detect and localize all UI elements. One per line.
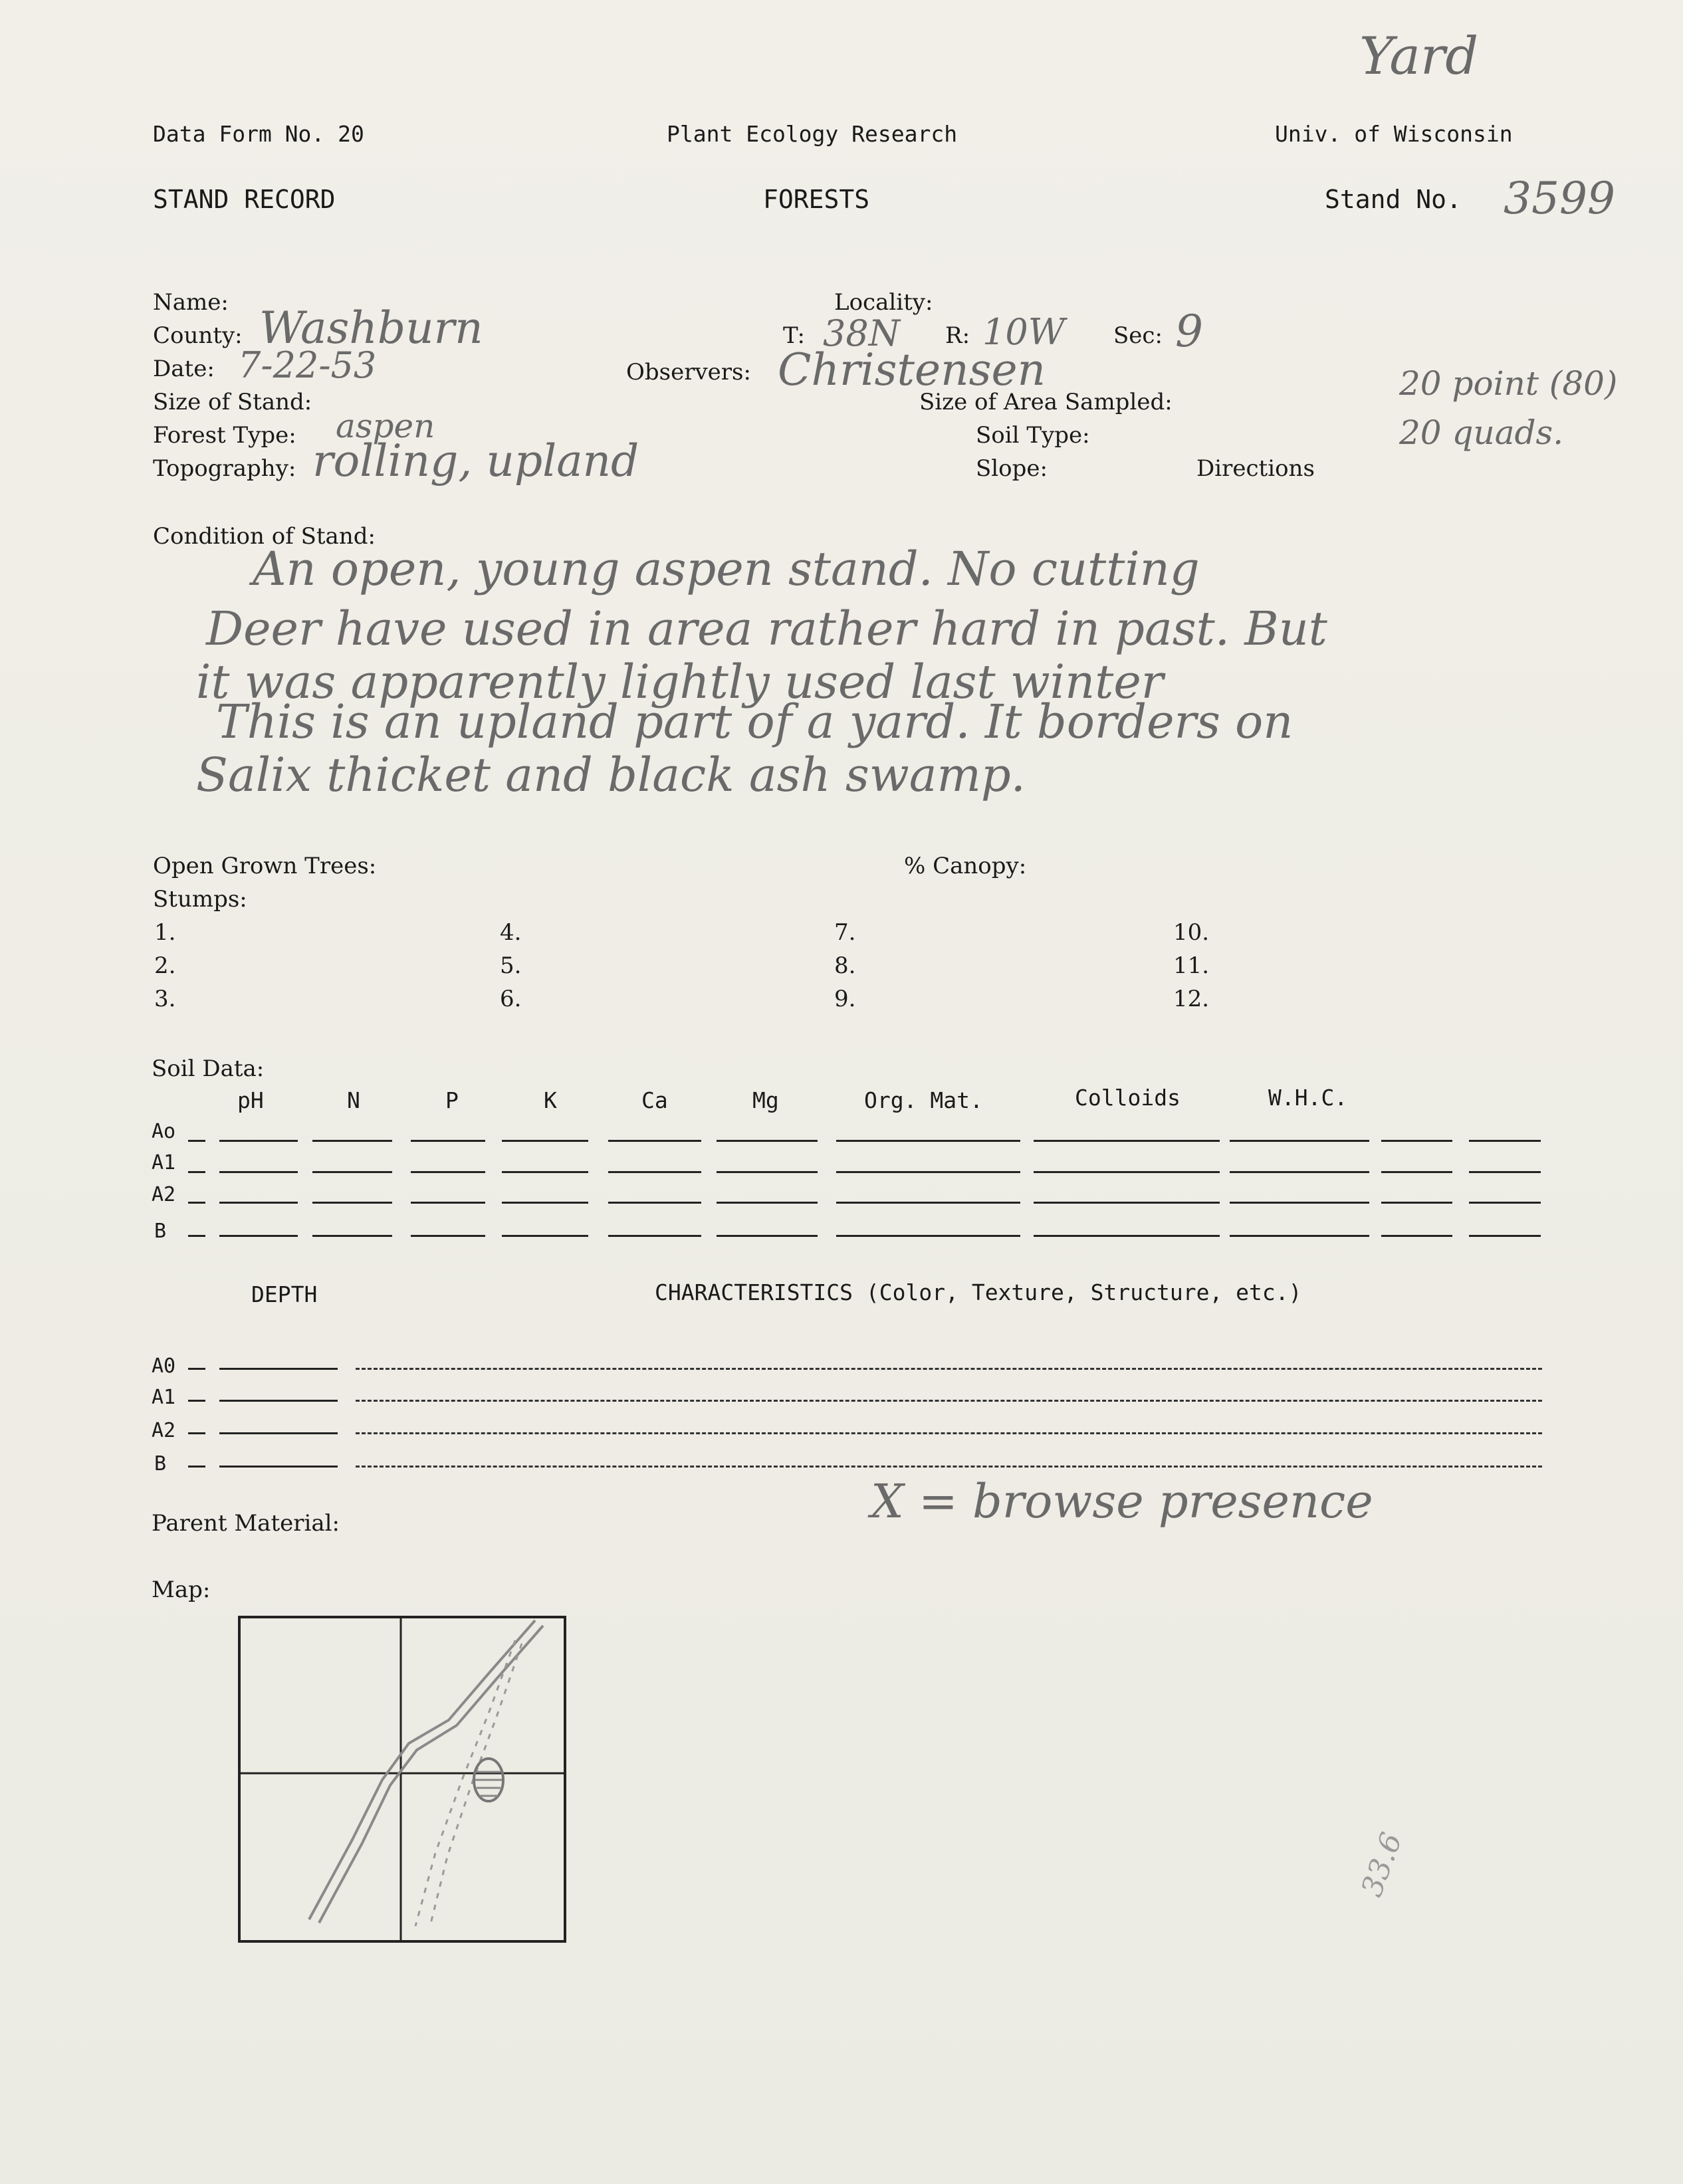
soil-blank-line [1469,1202,1541,1204]
township-value: 38N [823,312,900,354]
browse-note: X = browse presence [871,1474,1373,1529]
stump-7: 7. [834,919,856,946]
soil-blank-line [608,1171,701,1173]
observers-value: Christensen [778,344,1046,395]
soil-blank-line [1469,1171,1541,1173]
topography-value: rolling, upland [312,435,639,487]
open-grown-trees-label: Open Grown Trees: [153,853,377,879]
soil-col-ph: pH [237,1087,264,1113]
soil-blank-line [411,1235,485,1237]
soil-col-whc: W.H.C. [1268,1085,1348,1111]
soil-blank-line [1381,1171,1452,1173]
form-number: Data Form No. 20 [153,121,364,147]
soil-blank-line [1034,1171,1220,1173]
depth-row-a0: A0 [152,1355,176,1378]
research-title: Plant Ecology Research [667,121,958,147]
soil-type-label: Soil Type: [976,422,1090,449]
slope-label: Slope: [976,455,1048,482]
soil-col-org-mat: Org. Mat. [864,1087,983,1113]
soil-blank-line [1230,1171,1369,1173]
soil-blank-line [1230,1140,1369,1142]
soil-blank-line [608,1202,701,1204]
condition-line-4: This is an upland part of a yard. It borders on [216,695,1293,749]
soil-col-p: P [445,1087,459,1113]
depth-row-b: B [154,1452,167,1475]
depth-row-lead-dash [188,1368,205,1370]
soil-blank-line [1381,1140,1452,1142]
canopy-label: % Canopy: [904,853,1027,879]
soil-blank-line [219,1202,298,1204]
soil-blank-line [836,1140,1020,1142]
condition-line-2: Deer have used in area rather hard in past. But [206,601,1327,656]
condition-label: Condition of Stand: [153,523,376,550]
soil-blank-line [502,1171,588,1173]
characteristics-label: CHARACTERISTICS (Color, Texture, Structure, etc.) [655,1279,1302,1305]
record-type: STAND RECORD [153,185,336,214]
soil-col-mg: Mg [752,1087,779,1113]
stump-4: 4. [500,919,522,946]
characteristics-dashed-line [356,1368,1542,1370]
soil-blank-line [836,1202,1020,1204]
depth-row-lead-dash [188,1466,205,1468]
soil-blank-line [312,1171,392,1173]
soil-blank-line [1381,1202,1452,1204]
depth-row-lead-dash [188,1432,205,1434]
depth-row-a1: A1 [152,1386,176,1409]
stump-8: 8. [834,952,856,979]
soil-row-a2: A2 [152,1183,176,1206]
directions-label: Directions [1196,455,1315,482]
soil-blank-line [502,1140,588,1142]
soil-row-lead-dash [188,1140,205,1142]
soil-row-lead-dash [188,1171,205,1173]
stump-2: 2. [154,952,176,979]
stump-5: 5. [500,952,522,979]
top-handwritten-note: Yard [1359,27,1479,86]
soil-col-n: N [347,1087,360,1113]
topography-label: Topography: [153,455,296,482]
depth-blank-line [219,1400,338,1402]
soil-blank-line [1034,1202,1220,1204]
condition-line-1: An open, young aspen stand. No cutting [253,542,1200,596]
characteristics-dashed-line [356,1400,1542,1402]
depth-blank-line [219,1466,338,1468]
soil-blank-line [1034,1140,1220,1142]
soil-blank-line [1034,1235,1220,1237]
depth-row-a2: A2 [152,1419,176,1442]
characteristics-dashed-line [356,1466,1542,1468]
stump-11: 11. [1173,952,1210,979]
date-value: 7-22-53 [238,344,377,386]
parent-material-label: Parent Material: [152,1510,340,1537]
soil-blank-line [717,1140,818,1142]
county-label: County: [153,322,243,349]
soil-data-label: Soil Data: [152,1055,265,1082]
stump-12: 12. [1173,986,1210,1012]
soil-blank-line [717,1235,818,1237]
soil-blank-line [608,1235,701,1237]
map-browse-hatching [475,1772,502,1796]
soil-blank-line [502,1235,588,1237]
soil-blank-line [1381,1235,1452,1237]
soil-blank-line [219,1171,298,1173]
size-of-area-value-1: 20 point (80) [1399,364,1618,403]
soil-blank-line [411,1140,485,1142]
soil-blank-line [836,1235,1020,1237]
soil-blank-line [1230,1235,1369,1237]
soil-blank-line [219,1235,298,1237]
section-value: 9 [1175,306,1203,357]
stump-10: 10. [1173,919,1210,946]
soil-blank-line [717,1202,818,1204]
soil-blank-line [836,1171,1020,1173]
map-label: Map: [152,1577,211,1603]
size-of-area-value-2: 20 quads. [1399,413,1564,452]
soil-row-b: B [154,1220,167,1243]
township-label: T: [783,322,805,349]
depth-label: DEPTH [251,1281,318,1307]
soil-row-lead-dash [188,1235,205,1237]
forest-type-value: aspen [336,407,435,445]
soil-blank-line [1230,1202,1369,1204]
university-name: Univ. of Wisconsin [1275,121,1513,147]
observers-label: Observers: [626,359,751,385]
characteristics-dashed-line [356,1432,1542,1434]
depth-blank-line [219,1368,338,1370]
size-of-stand-label: Size of Stand: [153,389,312,415]
stand-map [236,1614,575,1946]
soil-row-ao: Ao [152,1120,176,1143]
soil-blank-line [219,1140,298,1142]
soil-row-a1: A1 [152,1151,176,1174]
forest-type-label: Forest Type: [153,422,296,449]
map-border [239,1617,565,1941]
soil-blank-line [411,1202,485,1204]
locality-label: Locality: [834,289,933,316]
soil-blank-line [1469,1235,1541,1237]
soil-blank-line [312,1235,392,1237]
section-label: Sec: [1113,322,1163,349]
depth-row-lead-dash [188,1400,205,1402]
soil-blank-line [312,1202,392,1204]
soil-blank-line [502,1202,588,1204]
soil-col-k: K [544,1087,557,1113]
stump-9: 9. [834,986,856,1012]
county-value: Washburn [259,302,483,354]
stump-3: 3. [154,986,176,1012]
range-label: R: [945,322,970,349]
range-value: 10W [982,311,1066,353]
stumps-label: Stumps: [153,886,247,913]
stand-no-label: Stand No. [1325,185,1462,214]
soil-blank-line [312,1140,392,1142]
stump-1: 1. [154,919,176,946]
name-label: Name: [153,289,229,316]
condition-line-3: it was apparently lightly used last winter [196,655,1164,709]
condition-line-5: Salix thicket and black ash swamp. [196,748,1026,802]
stand-no-value: 3599 [1504,173,1615,224]
forest-category: FORESTS [763,185,870,214]
soil-blank-line [717,1171,818,1173]
map-dotted-trail [415,1640,522,1926]
soil-col-colloids: Colloids [1075,1085,1180,1111]
soil-blank-line [1469,1140,1541,1142]
size-of-area-label: Size of Area Sampled: [919,389,1173,415]
soil-blank-line [411,1171,485,1173]
soil-col-ca: Ca [641,1087,668,1113]
stump-6: 6. [500,986,522,1012]
map-road-sketch [309,1620,543,1923]
soil-blank-line [608,1140,701,1142]
soil-row-lead-dash [188,1202,205,1204]
margin-pencil-note: 33.6 [1355,1828,1409,1902]
depth-blank-line [219,1432,338,1434]
date-label: Date: [153,356,215,382]
